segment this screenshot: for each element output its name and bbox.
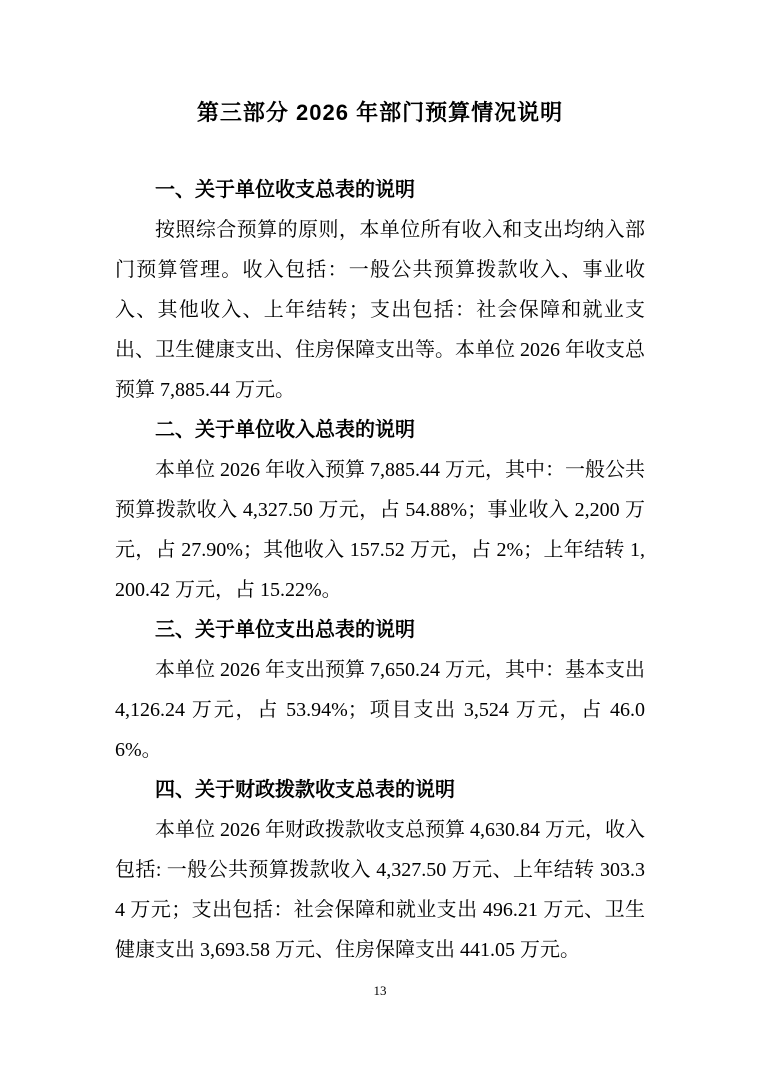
page-number: 13 bbox=[373, 983, 387, 998]
section-fiscal-appropriation-summary bbox=[115, 770, 645, 970]
section-heading-2: 二、关于单位收入总表的说明 bbox=[155, 419, 415, 441]
document-content bbox=[115, 93, 645, 970]
section-heading-3: 三、关于单位支出总表的说明 bbox=[155, 619, 415, 641]
section-paragraph-3: 本单位 2026 年支出预算 7,650.24 万元，其中：基本支出 4,126.24 万元，占 53.94%；项目支出 3,524 万元，占 46.06%。 bbox=[115, 659, 645, 761]
section-expenditure-summary bbox=[115, 610, 645, 770]
page-title: 第三部分 2026 年部门预算情况说明 bbox=[196, 100, 564, 125]
section-heading-1: 一、关于单位收支总表的说明 bbox=[155, 179, 415, 201]
section-paragraph-2: 本单位 2026 年收入预算 7,885.44 万元，其中：一般公共预算拨款收入 4,327.50 万元，占 54.88%；事业收入 2,200 万元，占 27.90%；其他收入 157.52 万元，占 2%；上年结转 1,200.42 万元，占 15.22%。 bbox=[115, 459, 645, 601]
section-paragraph-1: 按照综合预算的原则，本单位所有收入和支出均纳入部门预算管理。收入包括：一般公共预算拨款收入、事业收入、其他收入、上年结转；支出包括：社会保障和就业支出、卫生健康支出、住房保障支出等。本单位 2026 年收支总预算 7,885.44 万元。 bbox=[115, 219, 645, 401]
section-paragraph-4: 本单位 2026 年财政拨款收支总预算 4,630.84 万元，收入包括: 一般公共预算拨款收入 4,327.50 万元、上年结转 303.34 万元；支出包括：社会保障和就业支出 496.21 万元、卫生健康支出 3,693.58 万元、住房保障支出 441.05 万元。 bbox=[115, 819, 645, 961]
section-income-summary bbox=[115, 410, 645, 610]
section-heading-4: 四、关于财政拨款收支总表的说明 bbox=[155, 779, 455, 801]
section-income-expenditure-summary bbox=[115, 170, 645, 410]
